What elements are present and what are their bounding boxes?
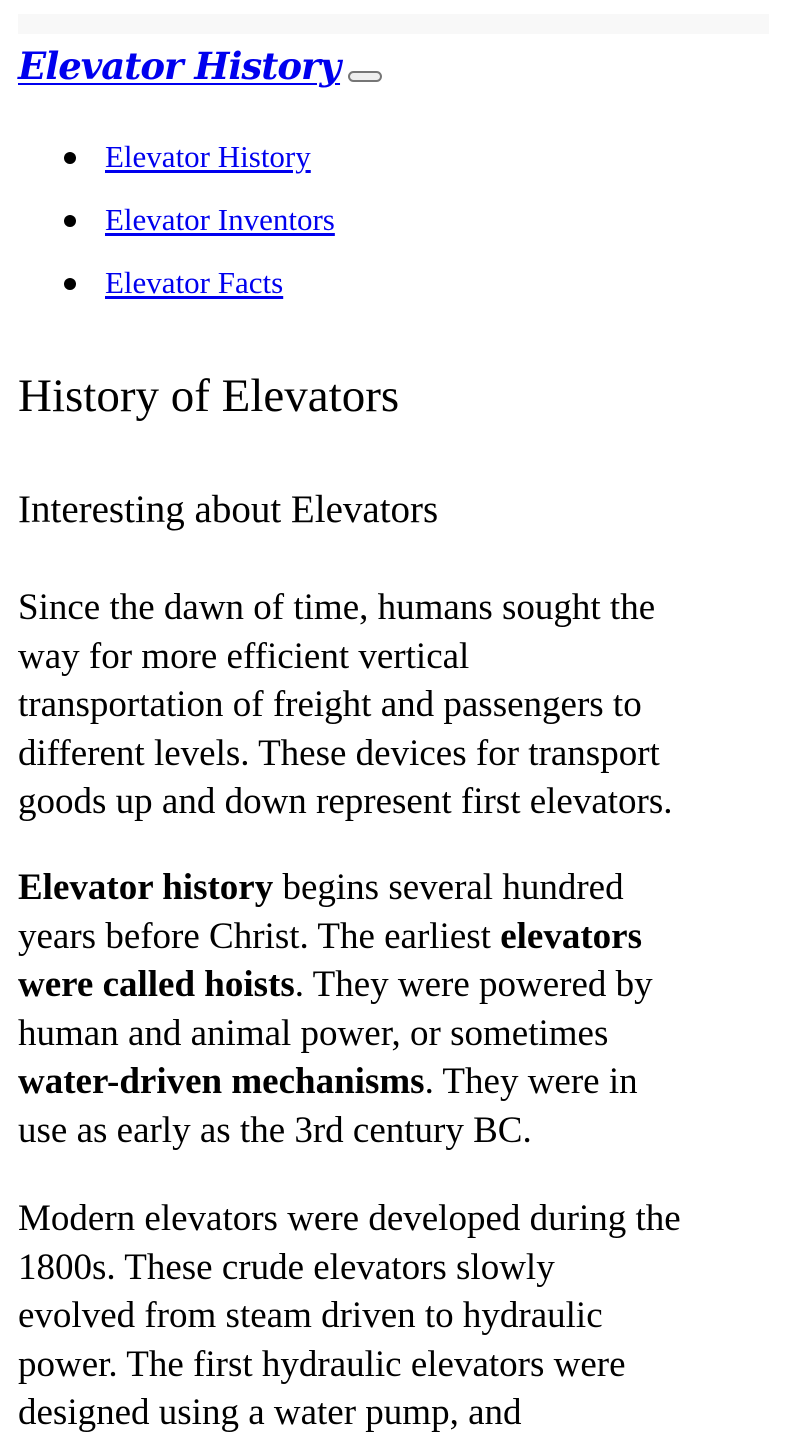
paragraph-line: different levels. These devices for transport	[18, 732, 660, 774]
navbar	[18, 36, 382, 88]
bullet-icon	[64, 215, 76, 227]
paragraph-line	[18, 864, 778, 913]
top-bar	[18, 14, 769, 34]
bold-text: Elevator history	[18, 867, 274, 908]
paragraph-line: use as early as the 3rd century BC.	[18, 1109, 532, 1151]
paragraph-line: 1800s. These crude elevators slowly	[18, 1246, 555, 1288]
nav-link-history[interactable]: Elevator History	[105, 139, 311, 174]
text: . They were in	[424, 1061, 638, 1102]
nav-link-facts[interactable]: Elevator Facts	[105, 265, 284, 300]
brand-link[interactable]: Elevator History	[18, 44, 341, 88]
paragraph-line: human and animal power, or sometimes	[18, 1012, 609, 1054]
intro-paragraph	[18, 584, 778, 827]
modern-paragraph	[18, 1195, 778, 1438]
text: . They were powered by	[294, 964, 653, 1005]
paragraph-line: transportation of freight and passengers to	[18, 684, 642, 725]
paragraph-line	[18, 1058, 778, 1107]
paragraph-line: evolved from steam driven to hydraulic	[18, 1295, 603, 1336]
page-subtitle: Interesting about Elevators	[18, 488, 439, 531]
bullet-icon	[64, 278, 76, 290]
bullet-icon	[64, 152, 76, 164]
paragraph-line: Modern elevators were developed during the	[18, 1198, 681, 1239]
paragraph-line: goods up and down represent first elevators.	[18, 781, 673, 822]
nav-link-inventors[interactable]: Elevator Inventors	[105, 202, 335, 237]
paragraph-line: Since the dawn of time, humans sought the	[18, 587, 656, 628]
paragraph-line: power. The first hydraulic elevators were	[18, 1343, 626, 1385]
bold-text: were called hoists	[18, 964, 295, 1005]
history-paragraph	[18, 864, 778, 1155]
bold-text: water-driven mechanisms	[18, 1061, 425, 1102]
bold-text: elevators	[500, 915, 642, 957]
paragraph-line	[18, 913, 778, 962]
text: begins several hundred	[273, 867, 624, 908]
text: years before Christ. The earliest	[18, 915, 501, 957]
menu-toggle-button[interactable]	[348, 71, 382, 82]
paragraph-line: designed using a water pump, and	[18, 1392, 522, 1433]
paragraph-line: way for more efficient vertical	[18, 635, 470, 677]
paragraph-line	[18, 961, 778, 1010]
page-title: History of Elevators	[18, 370, 400, 422]
